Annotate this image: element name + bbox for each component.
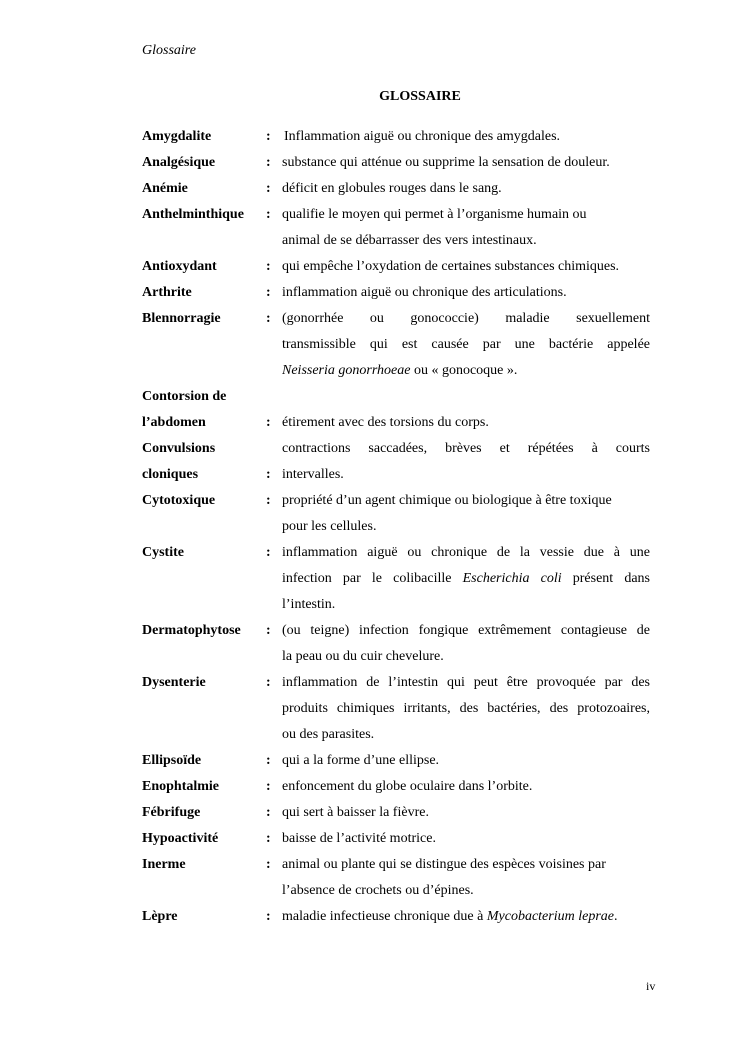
glossary-entry [142,748,650,774]
definition-line: l’absence de crochets ou d’épines. [282,883,474,898]
definition-part: . [613,909,618,924]
glossary-entry [142,618,650,670]
definition-line: animal de se débarrasser des vers intestinaux. [282,233,537,248]
glossary-entry [142,670,650,748]
definition-tail: ou « gonocoque ». [410,363,518,378]
glossary-entry [142,800,650,826]
definition-part: maladie infectieuse chronique due à [282,909,484,924]
separator: : [266,181,271,196]
separator: : [266,779,271,794]
scientific-name: Escherichia coli [462,571,562,586]
definition-line: Inflammation aiguë ou chronique des amygdales. [284,129,561,144]
separator: : [266,467,271,482]
separator: : [266,753,271,768]
definition-line: substance qui atténue ou supprime la sensation de douleur. [282,155,610,170]
definition-line [282,358,650,384]
term: Blennorragie [142,311,221,326]
term: Convulsions [142,441,216,456]
definition-line: enfoncement du globe oculaire dans l’orbite. [282,779,533,794]
term: Cystite [142,545,184,560]
definition-line [282,566,650,592]
term: Dysenterie [142,675,206,690]
term: Fébrifuge [142,805,201,820]
definition-line: intervalles. [282,467,344,482]
glossary-list [142,124,650,930]
separator: : [266,805,271,820]
glossary-entry [142,826,650,852]
separator: : [266,129,271,144]
glossary-entry [142,306,650,384]
term: Hypoactivité [142,831,219,846]
definition-line: la peau ou du cuir chevelure. [282,649,444,664]
glossary-entry [142,436,650,488]
definition-line: ou des parasites. [282,727,375,742]
term: Amygdalite [142,129,212,144]
definition-line [282,904,650,930]
term: cloniques [142,467,199,482]
running-header: Glossaire [142,43,196,58]
separator: : [266,207,271,222]
page-title: GLOSSAIRE [379,89,461,104]
definition-line: (ou teigne) infection fongique extrêmement contagieuse de [282,623,650,638]
separator: : [266,909,271,924]
glossary-entry [142,384,650,436]
separator: : [266,623,271,638]
page-number: iv [646,979,656,993]
definition-line: pour les cellules. [282,519,377,534]
definition-line: déficit en globules rouges dans le sang. [282,181,502,196]
separator: : [266,311,271,326]
definition-line: qui empêche l’oxydation de certaines substances chimiques. [282,259,620,274]
term: l’abdomen [142,415,206,430]
term: Inerme [142,857,186,872]
definition-line: inflammation aiguë ou chronique de la vessie due à une [282,545,650,560]
definition-line: (gonorrhée ou gonococcie) maladie sexuellement [282,311,650,326]
glossary-entry [142,904,650,930]
term: Lèpre [142,909,178,924]
term: Anémie [142,181,188,196]
glossary-entry [142,852,650,904]
term: Anthelminthique [142,207,244,222]
glossary-entry [142,540,650,618]
definition-line: transmissible qui est causée par une bactérie appelée [282,337,650,352]
definition-line: animal ou plante qui se distingue des espèces voisines par [282,857,606,872]
term: Enophtalmie [142,779,220,794]
definition-line: étirement avec des torsions du corps. [282,415,489,430]
glossary-entry [142,150,650,176]
separator: : [266,493,271,508]
scientific-name: Neisseria gonorrhoeae [282,363,411,378]
definition-line: qui sert à baisser la fièvre. [282,805,429,820]
term: Antioxydant [142,259,217,274]
glossary-entry [142,280,650,306]
term: Arthrite [142,285,192,300]
glossary-entry [142,254,650,280]
separator: : [266,675,271,690]
definition-line: qualifie le moyen qui permet à l’organisme humain ou [282,207,587,222]
separator: : [266,857,271,872]
definition-line: inflammation de l’intestin qui peut être provoquée par des [282,675,650,690]
glossary-entry [142,202,650,254]
glossary-entry [142,124,650,150]
separator: : [266,259,271,274]
definition-line: contractions saccadées, brèves et répétées à courts [282,441,650,456]
definition-part: présent dans [572,571,650,586]
separator: : [266,155,271,170]
scientific-name: Mycobacterium leprae [486,909,614,924]
glossary-entry [142,774,650,800]
separator: : [266,285,271,300]
term: Ellipsoïde [142,753,202,768]
separator: : [266,545,271,560]
separator: : [266,831,271,846]
term: Contorsion de [142,389,227,404]
definition-line: inflammation aiguë ou chronique des articulations. [282,285,567,300]
term: Cytotoxique [142,493,216,508]
definition-line: produits chimiques irritants, des bactéries, des protozoaires, [282,701,650,716]
glossary-entry [142,176,650,202]
definition-line: l’intestin. [282,597,336,612]
glossary-entry [142,488,650,540]
definition-line: baisse de l’activité motrice. [282,831,436,846]
separator: : [266,415,271,430]
definition-line: propriété d’un agent chimique ou biologique à être toxique [282,493,612,508]
definition-line: qui a la forme d’une ellipse. [282,753,440,768]
definition-part: infection par le colibacille [282,571,452,586]
term: Analgésique [142,155,216,170]
term: Dermatophytose [142,623,241,638]
